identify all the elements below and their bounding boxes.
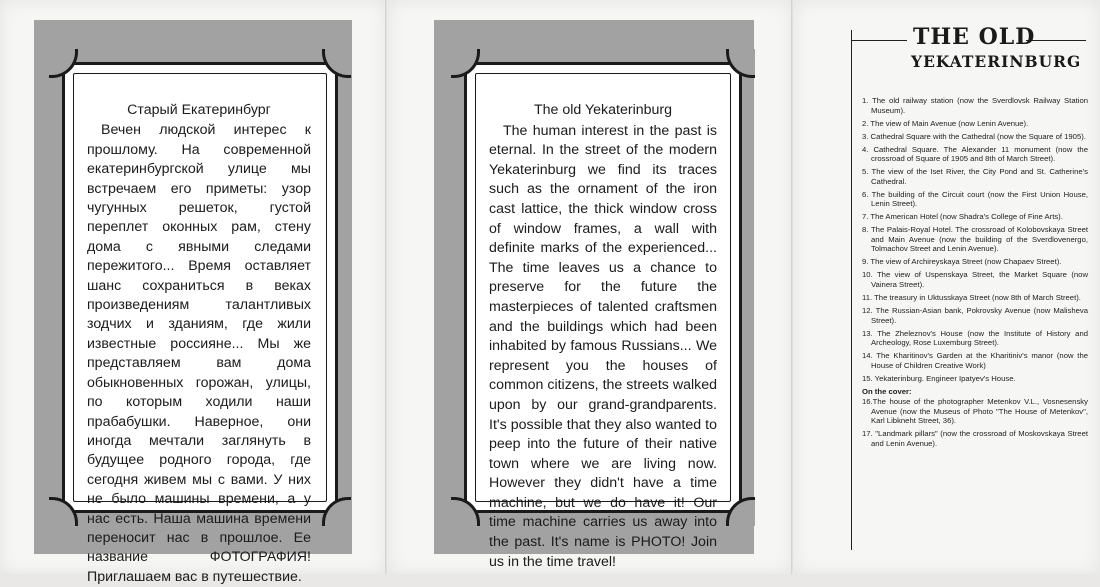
russian-panel (0, 0, 386, 585)
russian-title: Старый Екатеринбург (127, 102, 271, 118)
list-item: 15. Yekaterinburg. Engineer Ipatyev's House. (862, 373, 1016, 383)
russian-body: Вечен людской интерес к прошлому. На современной екатеринбургской улице мы встречаем его приметы: узор чугунных решеток, густой переплет оконных рам, стену дома с явными следами пережитого... Время оставляет шанс сохраниться в веках произведениям талантливых зодчих и зданиям, где жили известные россияне... Мы же представляем вам дома обыкновенных горожан, улицы, по которым ходили наши прабабушки. Наверное, они иногда мечтали заглянуть в будущее родного города, где сегодня живем мы с вами. У них не было машины времени, а у нас есть. Наша машина времени переносит нас в прошлое. Ее название ФОТОГРАФИЯ! Приглашаем вас в путешествие. (87, 122, 311, 585)
english-body: The human interest in the past is eternal. In the street of the modern Yekaterinburg we find its traces such as the ornament of the iron cast lattice, the thick window cross of window frames, a wall with definite marks of the experienced... The time leaves us a chance to preserve for the future the masterpieces of talented craftsmen and the buildings which had been inhabited by famous Russians... We represent you the houses of common citizens, the streets walked upon by our grand-grandparents. It's possible that they also wanted to peep into the future of their native town where we are living now. However they didn't have a time machine, but we do have it! Our time machine carries us away into the past. It's name is PHOTO! Join us in the time travel! (489, 122, 717, 570)
contents-panel (794, 0, 1100, 574)
list-item: 13. The Zheleznov's House (now the Institute of History and Archeology, Rose Luxemburg Street). (862, 328, 1088, 348)
english-panel (388, 0, 792, 574)
list-item: 16.The house of the photographer Metenkov V.L., Vosnesensky Avenue (now the Museus of Photo "The House of Metenkov", Karl Libkneht Street, 36). (862, 397, 1088, 426)
list-item: 2. The view of Main Avenue (now Lenin Avenue). (862, 118, 1029, 128)
list-item: 12. The Russian-Asian bank, Pokrovsky Avenue (now Malisheva Street). (862, 305, 1088, 325)
heading-rule-left (851, 40, 907, 41)
list-item: 3. Cathedral Square with the Cathedral (now the Square of 1905). (862, 131, 1086, 141)
list-item: 1. The old railway station (now the Sverdlovsk Railway Station Museum). (862, 96, 1088, 115)
list-item: 14. The Kharitinov's Garden at the Kharitiniv's manor (now the House of Children Creative Work) (862, 351, 1088, 370)
list-item: 5. The view of the Iset River, the City Pond and St. Catherine's Cathedral. (862, 167, 1088, 186)
cover-label: On the cover: (862, 386, 912, 396)
list-item: 17. "Landmark pillars" (now the crossroad of Moskovskaya Street and Lenin Avenue). (862, 429, 1088, 449)
text-card (464, 62, 742, 570)
contents-heading-line1: THE OLD (913, 24, 1036, 50)
list-item: 6. The building of the Circuit court (now the First Union House, Lenin Street). (862, 189, 1088, 209)
list-item: 7. The American Hotel (now Shadra's College of Fine Arts). (862, 212, 1063, 222)
list-item: 8. The Palais-Royal Hotel. The crossroad of Kolobovskaya Street and Main Avenue (now the building of the Sverdlovenergo, Tolmachov Street and Lenin Avenue). (862, 225, 1088, 254)
list-item: 10. The view of Uspenskaya Street, the Market Square (now Vainera Street). (862, 270, 1088, 290)
russian-text-block (87, 101, 311, 587)
contents-list (862, 96, 1088, 452)
english-title: The old Yekaterinburg (533, 102, 673, 118)
list-item: 11. The treasury in Uktusskaya Street (now 8th of March Street). (862, 293, 1081, 302)
list-item: 4. Cathedral Square. The Alexander 11 monument (now the crossroad of Square of 1905 and 8th of March Street). (862, 144, 1088, 164)
list-item: 9. The view of Archireyskaya Street (now Chapaev Street). (862, 257, 1062, 267)
contents-heading-line2: YEKATERINBURG (911, 52, 1082, 71)
text-card (62, 62, 338, 585)
english-text-block (489, 101, 717, 572)
